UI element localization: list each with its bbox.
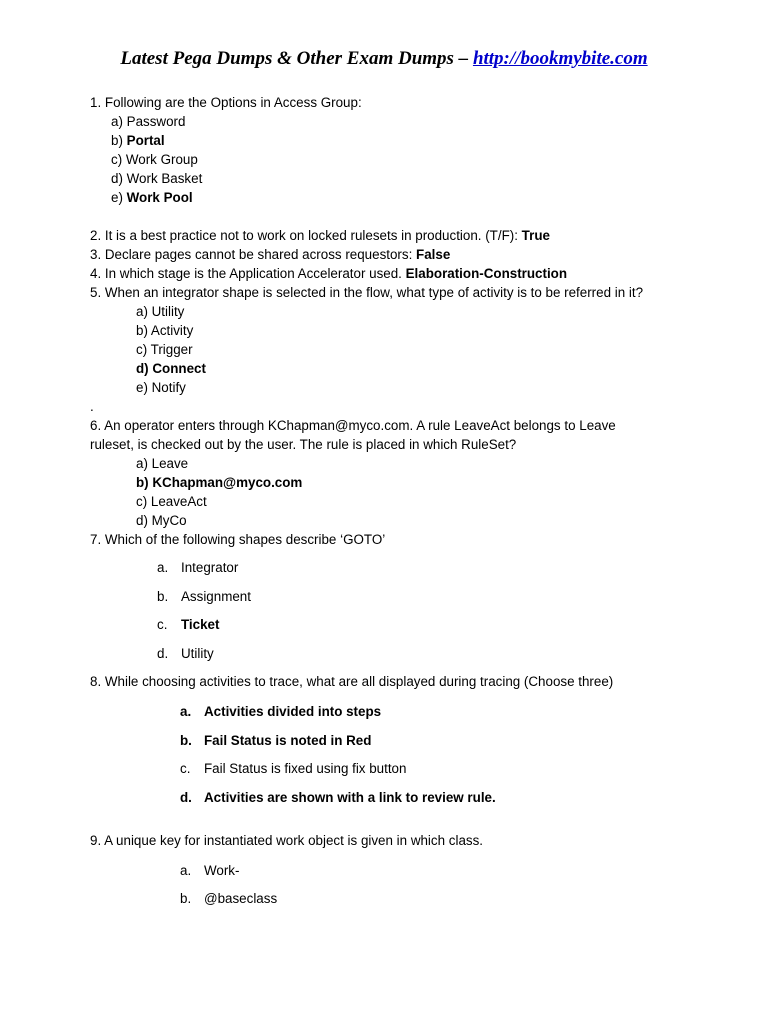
q8-option-a: a. Activities divided into steps bbox=[180, 704, 382, 719]
q1-option-b: b) Portal bbox=[111, 133, 165, 148]
question-8: 8. While choosing activities to trace, what are all displayed during tracing (Choose three) bbox=[90, 674, 614, 689]
q1-option-a: a) Password bbox=[111, 114, 186, 129]
question-4: 4. In which stage is the Application Accelerator used. Elaboration-Construction bbox=[90, 266, 568, 281]
title-text: Latest Pega Dumps & Other Exam Dumps – bbox=[120, 48, 473, 69]
question-1: 1. Following are the Options in Access Group: bbox=[90, 95, 362, 110]
page-title bbox=[0, 48, 768, 70]
q8-option-c: c. Fail Status is fixed using fix button bbox=[180, 761, 407, 776]
q6-option-b: b) KChapman@myco.com bbox=[136, 475, 303, 490]
q7-option-b: b. Assignment bbox=[157, 589, 251, 604]
question-5: 5. When an integrator shape is selected in the flow, what type of activity is to be referred in it? bbox=[90, 285, 644, 300]
q1-option-c: c) Work Group bbox=[111, 152, 198, 167]
q5-option-a: a) Utility bbox=[136, 304, 185, 319]
q6-option-a: a) Leave bbox=[136, 456, 189, 471]
question-6-line-2: ruleset, is checked out by the user. The rule is placed in which RuleSet? bbox=[90, 437, 517, 452]
q8-option-b: b. Fail Status is noted in Red bbox=[180, 733, 372, 748]
q6-option-d: d) MyCo bbox=[136, 513, 187, 528]
question-6-line-1: 6. An operator enters through KChapman@myco.com. A rule LeaveAct belongs to Leave bbox=[90, 418, 616, 433]
q9-option-a: a. Work- bbox=[180, 863, 240, 878]
question-9: 9. A unique key for instantiated work object is given in which class. bbox=[90, 833, 484, 848]
q5-option-c: c) Trigger bbox=[136, 342, 193, 357]
q9-option-b: b. @baseclass bbox=[180, 891, 278, 906]
q4-answer: Elaboration-Construction bbox=[405, 266, 568, 281]
question-7: 7. Which of the following shapes describe ‘GOTO’ bbox=[90, 532, 386, 547]
title-link[interactable]: http://bookmybite.com bbox=[472, 48, 648, 69]
question-3: 3. Declare pages cannot be shared across requestors: False bbox=[90, 247, 451, 262]
q2-answer: True bbox=[521, 228, 550, 243]
q5-option-d: d) Connect bbox=[136, 361, 206, 376]
q7-option-c: c. Ticket bbox=[157, 617, 220, 632]
q6-option-c: c) LeaveAct bbox=[136, 494, 207, 509]
stray-dot: . bbox=[90, 399, 94, 414]
q5-option-b: b) Activity bbox=[136, 323, 194, 338]
q7-option-a: a. Integrator bbox=[157, 560, 239, 575]
q5-option-e: e) Notify bbox=[136, 380, 186, 395]
q8-option-d: d. Activities are shown with a link to review rule. bbox=[180, 790, 496, 805]
q1-option-e: e) Work Pool bbox=[111, 190, 193, 205]
q7-option-d: d. Utility bbox=[157, 646, 214, 661]
q1-option-d: d) Work Basket bbox=[111, 171, 203, 186]
q3-answer: False bbox=[416, 247, 451, 262]
question-2: 2. It is a best practice not to work on locked rulesets in production. (T/F): True bbox=[90, 228, 550, 243]
